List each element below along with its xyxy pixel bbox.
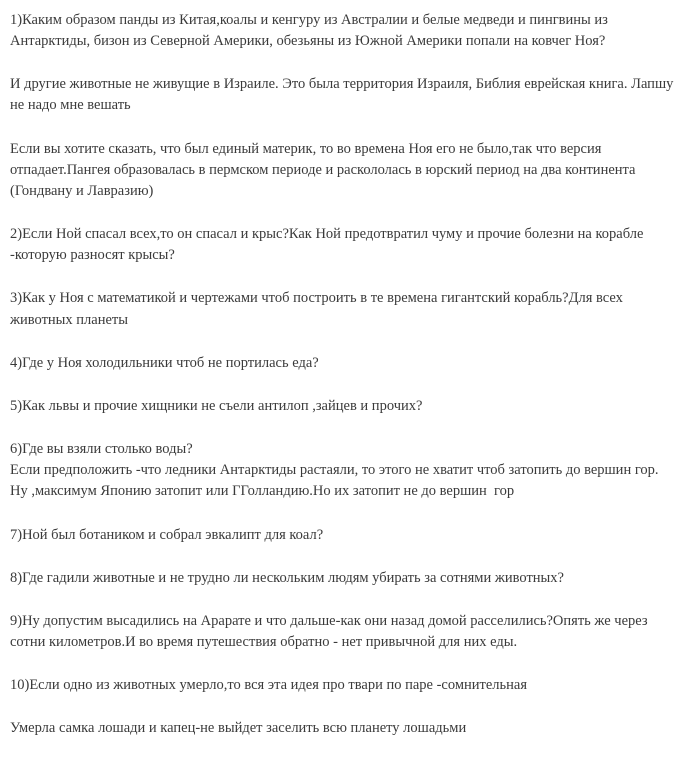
paragraph-q9: 9)Ну допустим высадились на Арарате и что дальше-как они назад домой расселились?Опять же через сотни километров.И во время путешествия обратно - нет привычной для них еды.: [10, 612, 652, 650]
paragraph-q5: 5)Как львы и прочие хищники не съели антилоп ,зайцев и прочих?: [10, 397, 423, 414]
paragraph-q10: 10)Если одно из животных умерло,то вся эта идея про твари по паре -сомнительная: [10, 677, 528, 694]
paragraph-q7: 7)Ной был ботаником и собрал эвкалипт для коал?: [10, 526, 324, 543]
paragraph-q2: 2)Если Ной спасал всех,то он спасал и крыс?Как Ной предотвратил чуму и прочие болезни на корабле -которую разносят крысы?: [10, 226, 648, 264]
paragraph-note-israel: И другие животные не живущие в Израиле. Это была территория Израиля, Библия еврейская книга. Лапшу не надо мне вешать: [10, 76, 677, 114]
paragraph-q6-note1: Если предположить -что ледники Антарктиды растаяли, то этого не хватит чтоб затопить до вершин гор.: [10, 462, 659, 479]
paragraph-q8: 8)Где гадили животные и не трудно ли нескольким людям убирать за сотнями животных?: [10, 569, 564, 586]
paragraph-q6: 6)Где вы взяли столько воды?: [10, 441, 193, 458]
paragraph-q1: 1)Каким образом панды из Китая,коалы и кенгуру из Австралии и белые медведи и пингвины из Антарктиды, бизон из Северной Америки, обезьяны из Южной Америки попали на ковчег Ноя?: [10, 12, 612, 50]
paragraph-q6-note2: Ну ,максимум Японию затопит или ГГолландию.Но их затопит не до вершин гор: [10, 483, 515, 500]
document-body: [10, 10, 676, 739]
paragraph-note-pangea: Если вы хотите сказать, что был единый материк, то во времена Ноя его не было,так что версия отпадает.Пангея образовалась в пермском периоде и раскололась в юрский период на два континента (Гондвану и Лавразию): [10, 140, 640, 199]
paragraph-q4: 4)Где у Ноя холодильники чтоб не портилась еда?: [10, 354, 319, 371]
paragraph-q10-note: Умерла самка лошади и капец-не выйдет заселить всю планету лошадьми: [10, 720, 467, 737]
paragraph-q3: 3)Как у Ноя с математикой и чертежами чтоб построить в те времена гигантский корабль?Для всех животных планеты: [10, 290, 627, 328]
